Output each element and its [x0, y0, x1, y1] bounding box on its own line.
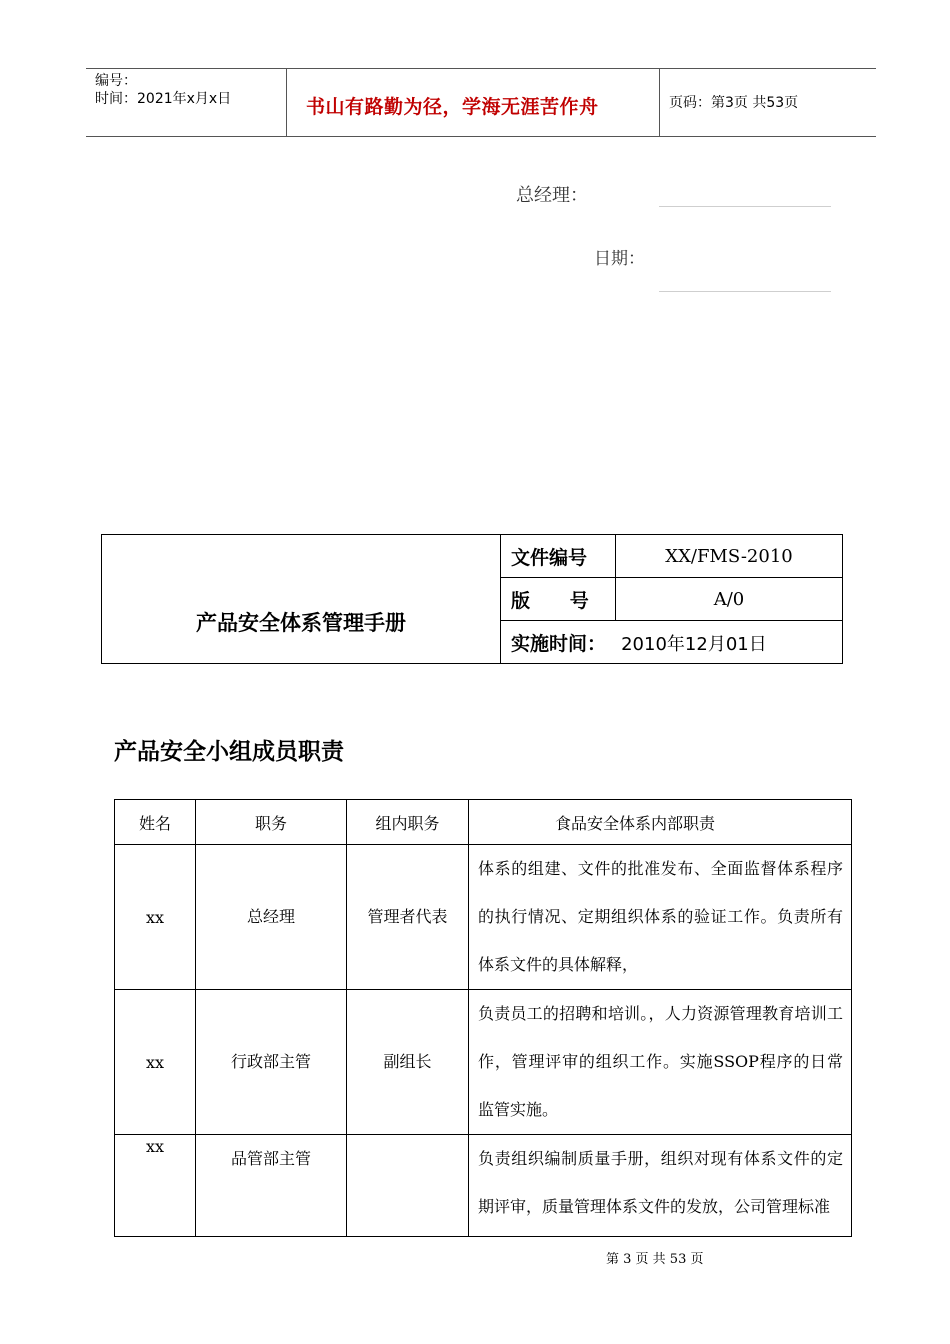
row-position: 总经理	[196, 845, 347, 990]
footer-page-number: 第 3 页 共 53 页	[606, 1252, 704, 1267]
table-row	[115, 845, 852, 990]
header-time-label: 时间：2021年x月x日	[95, 91, 232, 107]
manager-signature-label: 总经理：	[516, 185, 588, 206]
row-role: 副组长	[347, 990, 469, 1135]
header-motto: 书山有路勤为径，学海无涯苦作舟	[306, 96, 599, 118]
date-signature-line	[659, 291, 831, 292]
version-value: A/0	[616, 578, 843, 621]
row-role	[347, 1135, 469, 1237]
table-row	[115, 990, 852, 1135]
file-number-label: 文件编号	[501, 535, 616, 578]
duties-table	[114, 799, 852, 1237]
row-duties: 负责组织编制质量手册，组织对现有体系文件的定期评审，质量管理体系文件的发放，公司管理标准	[469, 1135, 852, 1237]
header-bottom-rule	[86, 136, 876, 137]
row-position: 行政部主管	[196, 990, 347, 1135]
column-header-duties: 食品安全体系内部职责	[469, 800, 852, 845]
date-signature-label: 日期：	[594, 249, 645, 269]
row-duties: 体系的组建、文件的批准发布、全面监督体系程序的执行情况、定期组织体系的验证工作。负责所有体系文件的具体解释，	[469, 845, 852, 990]
version-label: 版 号	[501, 578, 616, 621]
row-role: 管理者代表	[347, 845, 469, 990]
column-header-position: 职务	[196, 800, 347, 845]
row-name: xx	[115, 1135, 196, 1237]
row-position: 品管部主管	[196, 1135, 347, 1237]
table-header-row	[115, 800, 852, 845]
document-title-box	[101, 534, 843, 664]
column-header-name: 姓名	[115, 800, 196, 845]
header-top-rule	[86, 68, 876, 69]
table-row	[115, 1135, 852, 1237]
effective-date-value: 2010年12月01日	[621, 633, 767, 655]
column-header-role: 组内职务	[347, 800, 469, 845]
file-number-value: XX/FMS-2010	[616, 535, 843, 578]
effective-date-cell	[501, 621, 843, 664]
effective-date-label: 实施时间：	[511, 632, 607, 655]
manager-signature-line	[659, 206, 831, 207]
document-title: 产品安全体系管理手册	[102, 535, 501, 664]
row-name: xx	[115, 845, 196, 990]
row-duties: 负责员工的招聘和培训。，人力资源管理教育培训工作，管理评审的组织工作。实施SSOP程序的日常监管实施。	[469, 990, 852, 1135]
header-number-label: 编号：	[95, 73, 137, 89]
header-divider-left	[286, 68, 287, 136]
header-page-label: 页码：第3页 共53页	[669, 95, 799, 111]
section-title: 产品安全小组成员职责	[114, 739, 344, 765]
row-name: xx	[115, 990, 196, 1135]
header-divider-right	[659, 68, 660, 136]
